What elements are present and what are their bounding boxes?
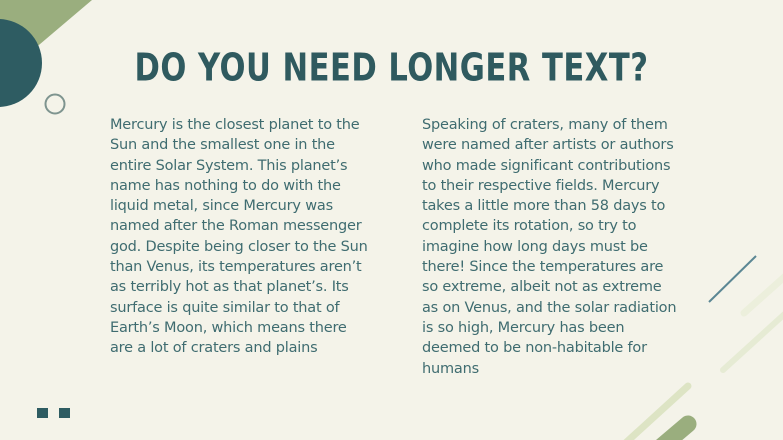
teal-diagonal-line	[709, 256, 756, 302]
square-icon-2	[59, 408, 70, 418]
outlined-circle-icon	[46, 95, 65, 114]
light-diagonal-stripe-1	[744, 263, 783, 313]
square-icon-1	[37, 408, 48, 418]
light-diagonal-stripe-2	[723, 300, 783, 370]
slide-title: DO YOU NEED LONGER TEXT?	[134, 46, 649, 91]
right-paragraph: Speaking of craters, many of them were named after artists or authors who made significant contributions to their respective fields. Mercury takes a little more than 58 days to complete its rotation, so try to imagine how long days must be there! Since the temperatures are so extreme, albeit not as extreme as on Venus, and the solar radiation is so high, Mercury has been deemed to be non-habitable for humans	[422, 117, 677, 377]
left-paragraph: Mercury is the closest planet to the Sun and the smallest one in the entire Solar System. This planet’s name has nothing to do with the liquid metal, since Mercury was named after the Roman messenger god. Despite being closer to the Sun than Venus, its temperatures aren’t as terribly hot as that planet’s. Its surface is quite similar to that of Earth’s Moon, which means there are a lot of craters and plains	[110, 117, 368, 357]
sage-stripe	[655, 424, 688, 440]
